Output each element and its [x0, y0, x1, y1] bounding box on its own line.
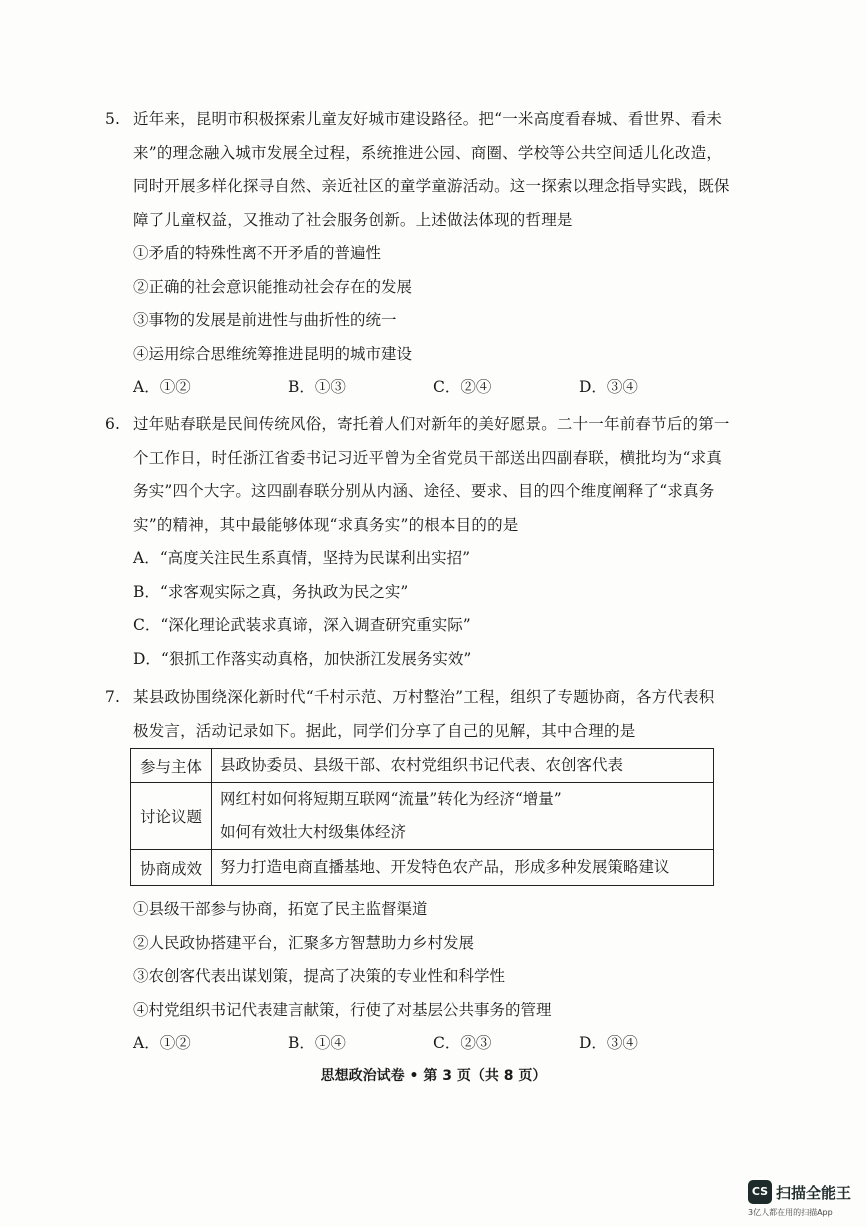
choice-a: A．①② — [133, 378, 191, 396]
choice-a: A．“高度关注民生系真情，坚持为民谋利出实招” — [133, 549, 471, 567]
question-stem-line: 实”的精神，其中最能够体现“求真务实”的根本目的的是 — [133, 515, 519, 534]
question-7 — [106, 681, 746, 748]
question-stem-line: 7. 某县政协围绕深化新时代“千村示范、万村整治”工程，组织了专题协商，各方代表积 — [106, 681, 746, 715]
choice-a: A．①② — [133, 1034, 191, 1052]
question-stem-line: 5. 近年来，昆明市积极探索儿童友好城市建设路径。把“一米高度看春城、看世界、看未 — [106, 103, 746, 137]
statement-4: ④运用综合思维统筹推进昆明的城市建设 — [133, 344, 413, 363]
statement-4: ④村党组织书记代表建言献策，行使了对基层公共事务的管理 — [133, 1000, 552, 1019]
camscanner-logo-icon: CS — [748, 1180, 772, 1204]
table-cell: 努力打造电商直播基地、开发特色农产品，形成多种发展策略建议 — [212, 850, 714, 886]
statement-1: ①矛盾的特殊性离不开矛盾的普遍性 — [133, 244, 382, 262]
question-5 — [106, 103, 746, 405]
row-header: 讨论议题 — [131, 783, 212, 850]
table-cell: 县政协委员、县级干部、农村党组织书记代表、农创客代表 — [212, 749, 714, 783]
choice-b: B．①④ — [288, 1034, 346, 1052]
scanner-watermark — [744, 1176, 854, 1220]
question-7-statements — [106, 893, 746, 1061]
choice-d: D．③④ — [579, 378, 638, 396]
statement-2: ②正确的社会意识能推动社会存在的发展 — [133, 277, 413, 296]
page-footer: 思想政治试卷 • 第 3 页（共 8 页） — [320, 1068, 547, 1084]
question-stem-line: 障了儿童权益，又推动了社会服务创新。上述做法体现的哲理是 — [133, 210, 573, 229]
table-cell: 网红村如何将短期互联网“流量”转化为经济“增量” 如何有效壮大村级集体经济 — [212, 783, 714, 850]
table-row — [131, 749, 714, 783]
question-6 — [106, 408, 746, 676]
statement-1: ①县级干部参与协商，拓宽了民主监督渠道 — [133, 900, 428, 918]
statement-2: ②人民政协搭建平台，汇聚多方智慧助力乡村发展 — [133, 933, 475, 952]
choice-c: C．“深化理论武装求真谛，深入调查研究重实际” — [133, 616, 471, 634]
statement-3: ③农创客代表出谋划策，提高了决策的专业性和科学性 — [133, 967, 506, 985]
choice-d: D．③④ — [579, 1034, 638, 1052]
choice-c: C．②③ — [433, 1034, 492, 1052]
choice-b: B．①③ — [288, 378, 346, 396]
answer-choices — [133, 371, 746, 405]
question-stem-line: 6. 过年贴春联是民间传统风俗，寄托着人们对新年的美好愿景。二十一年前春节后的第一 — [106, 408, 746, 442]
question-number: 7. — [105, 688, 121, 706]
table-row — [131, 850, 714, 886]
question-stem-line: 务实”四个大字。这四副春联分别从内涵、途径、要求、目的四个维度阐释了“求真务 — [133, 482, 715, 500]
choice-b: B．“求客观实际之真，务执政为民之实” — [133, 582, 409, 601]
watermark-app-name: 扫描全能王 — [776, 1184, 852, 1202]
table-row — [131, 783, 714, 850]
row-header: 协商成效 — [131, 850, 212, 886]
consultation-record-table — [130, 748, 714, 886]
choice-d: D．“狠抓工作落实动真格，加快浙江发展务实效” — [133, 649, 472, 668]
question-stem-line: 同时开展多样化探寻自然、亲近社区的童学童游活动。这一探索以理念指导实践，既保 — [133, 177, 730, 195]
question-stem-line: 个工作日，时任浙江省委书记习近平曾为全省党员干部送出四副春联，横批均为“求真 — [133, 448, 723, 467]
question-number: 5. — [105, 110, 121, 128]
question-number: 6. — [105, 415, 121, 433]
row-header: 参与主体 — [131, 749, 212, 783]
question-stem-line: 来”的理念融入城市发展全过程，系统推进公园、商圈、学校等公共空间适儿化改造， — [133, 143, 723, 162]
choice-c: C．②④ — [433, 378, 492, 396]
statement-3: ③事物的发展是前进性与曲折性的统一 — [133, 311, 397, 329]
question-stem-line: 极发言，活动记录如下。据此，同学们分享了自己的见解，其中合理的是 — [133, 721, 636, 740]
watermark-slogan: 3亿人都在用的扫描App — [748, 1208, 833, 1217]
answer-choices — [133, 1027, 746, 1061]
